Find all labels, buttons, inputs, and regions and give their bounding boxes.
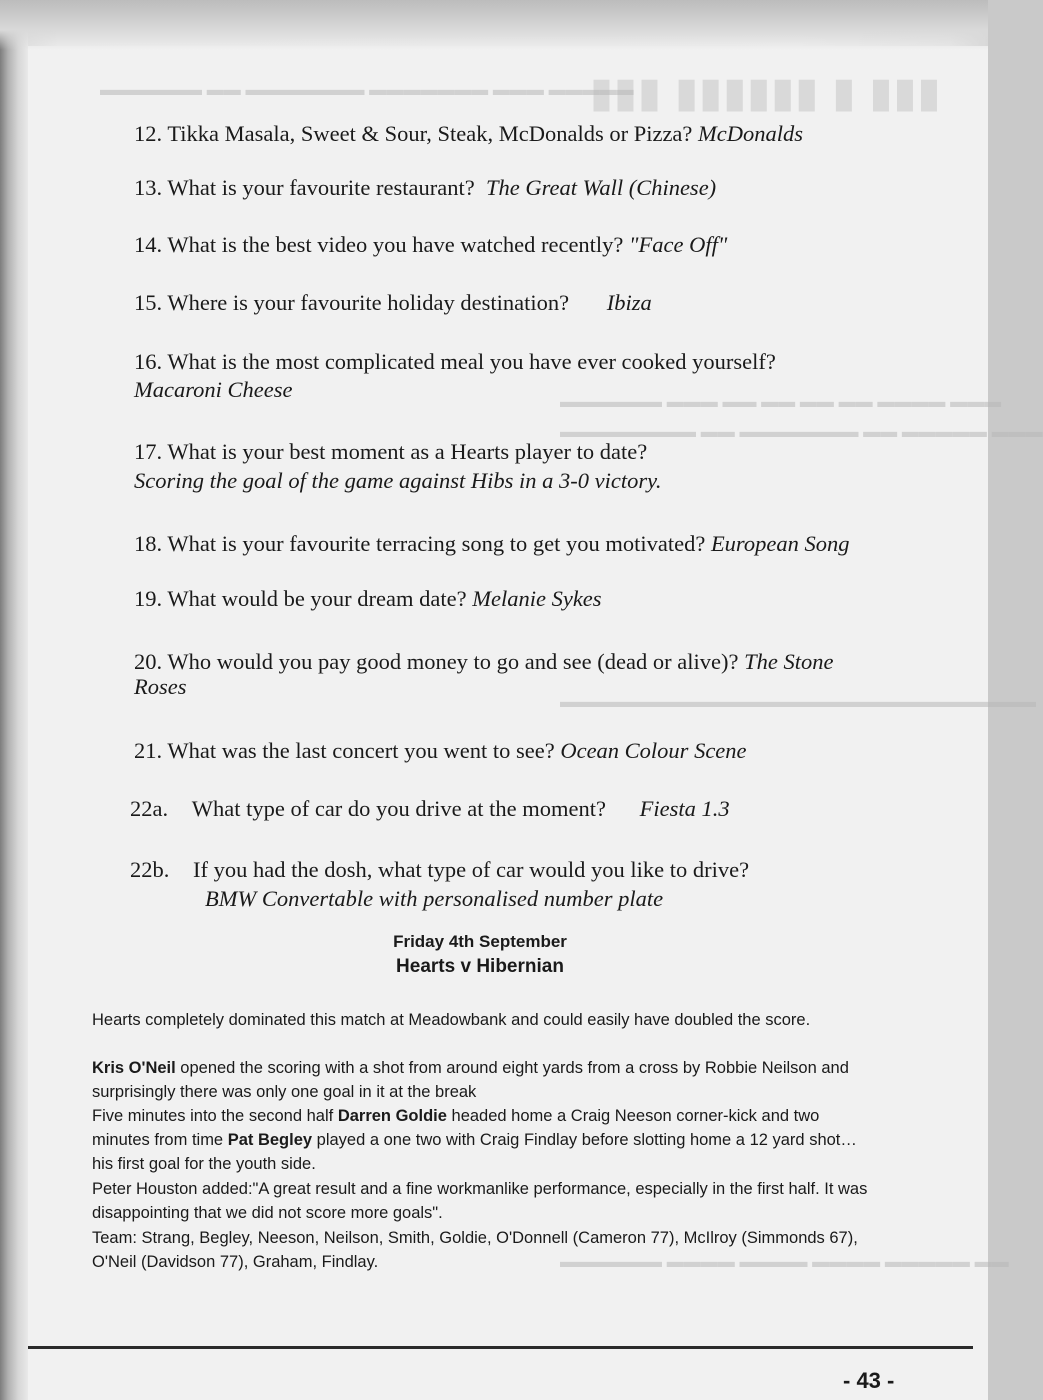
match-date: Friday 4th September: [393, 932, 567, 951]
question-17: [134, 438, 647, 466]
answer-16: [134, 376, 293, 404]
answer-text: McDonalds: [698, 121, 804, 146]
report-text: played a one two with Craig Findlay before slotting home a 12 yard shot…his first goal for the youth side.: [92, 1131, 857, 1173]
footer-rule: [28, 1346, 973, 1349]
answer-text: Macaroni Cheese: [134, 377, 293, 402]
answer-text: European Song: [710, 531, 850, 556]
question-22b: [130, 856, 749, 884]
answer-text: Scoring the goal of the game against Hibs in a 3-0 victory.: [134, 468, 662, 493]
answer-text: The Stone: [744, 649, 834, 674]
answer-20-cont: [134, 673, 187, 701]
scorer-name: Kris O'Neil: [92, 1059, 176, 1077]
question-text: 18. What is your favourite terracing song to get you motivated?: [134, 531, 706, 556]
report-paragraph-1: Hearts completely dominated this match at Meadowbank and could easily have doubled the score.: [92, 1011, 811, 1029]
question-text: 15. Where is your favourite holiday destination?: [134, 290, 570, 315]
team-lineup: Team: Strang, Begley, Neeson, Neilson, Smith, Goldie, O'Donnell (Cameron 77), McIlroy (Simmonds 67), O'Neil (Davidson 77), Graham, Findlay.: [92, 1229, 858, 1271]
question-12: [134, 120, 803, 148]
answer-text: "Face Off": [629, 232, 728, 257]
answer-17: [134, 467, 661, 495]
question-13: [134, 174, 716, 202]
question-21: [134, 737, 747, 765]
bleed-through-title: ▮▮▮ ▮ ▮▮▮▮▮▮ ▮▮▮: [588, 71, 940, 115]
report-text: headed home a Craig Neeson corner-kick and two minutes from time: [92, 1107, 820, 1149]
question-text: What type of car do you drive at the moment?: [191, 796, 606, 821]
bleed-through-text: ▬▬▬▬▬ ▬▬▬ ▬▬▬▬▬▬▬ ▬▬▬▬▬▬▬ ▬▬ ▬▬▬▬▬▬: [100, 80, 634, 99]
answer-text: Roses: [134, 674, 187, 699]
question-text: 13. What is your favourite restaurant?: [134, 175, 475, 200]
question-18: [134, 530, 849, 558]
match-fixture: Hearts v Hibernian: [396, 956, 564, 977]
question-19: [134, 585, 602, 613]
question-text: If you had the dosh, what type of car would you like to drive?: [193, 857, 750, 882]
answer-text: Ibiza: [606, 290, 652, 315]
question-15: [134, 289, 652, 317]
top-shadow: [0, 0, 988, 50]
bleed-through-text: ▬▬▬ ▬▬▬▬▬ ▬▬ ▬▬▬▬▬▬▬ ▬▬ ▬▬▬▬▬▬▬▬: [560, 422, 1043, 441]
scorer-name: Pat Begley: [227, 1131, 313, 1149]
book-binding: [0, 0, 28, 1400]
answer-text: Fiesta 1.3: [639, 796, 730, 821]
scorer-name: Darren Goldie: [337, 1107, 447, 1125]
question-text: 14. What is the best video you have watched recently?: [134, 232, 624, 257]
bleed-through-text: ▬▬ ▬▬▬▬▬ ▬▬▬▬ ▬▬▬▬ ▬▬▬▬ ▬▬▬▬▬▬: [560, 1252, 1009, 1271]
question-text: 21. What was the last concert you went to see?: [134, 738, 555, 763]
answer-22b: [205, 885, 663, 913]
question-22a: [130, 795, 730, 823]
report-text: Five minutes into the second half: [92, 1107, 338, 1125]
page-number: - 43 -: [843, 1368, 895, 1393]
report-paragraph-4: Peter Houston added:"A great result and a fine workmanlike performance, especially in the first half. It was disappointing that we did not score more goals".: [92, 1180, 868, 1222]
answer-text: Melanie Sykes: [472, 586, 602, 611]
answer-text: BMW Convertable with personalised number plate: [205, 886, 664, 911]
question-text: 20. Who would you pay good money to go and see (dead or alive)?: [134, 649, 739, 674]
report-paragraph-2: [92, 1056, 872, 1104]
question-16: [134, 348, 776, 376]
question-20: [134, 648, 833, 676]
report-text: opened the scoring with a shot from around eight yards from a cross by Robbie Neilson and surprisingly there was only one goal in it at the break: [92, 1059, 849, 1101]
answer-text: The Great Wall (Chinese): [485, 175, 717, 200]
bleed-through-text: ▬▬▬ ▬▬▬▬ ▬▬ ▬▬ ▬▬ ▬▬ ▬▬▬ ▬▬▬▬▬▬: [560, 392, 1002, 411]
bleed-through-text: ▬▬▬▬▬▬▬▬▬▬▬▬▬▬▬▬▬▬▬▬▬▬▬▬▬▬▬▬: [560, 692, 1036, 711]
question-text: 12. Tikka Masala, Sweet & Sour, Steak, McDonalds or Pizza?: [134, 121, 693, 146]
question-text: 19. What would be your dream date?: [134, 586, 467, 611]
question-text: 16. What is the most complicated meal you have ever cooked yourself?: [134, 349, 776, 374]
question-14: [134, 231, 727, 259]
question-number: 22a.: [130, 796, 169, 821]
report-paragraph-3: [92, 1104, 872, 1176]
answer-text: Ocean Colour Scene: [560, 738, 747, 763]
question-text: 17. What is your best moment as a Hearts player to date?: [134, 439, 648, 464]
question-number: 22b.: [130, 857, 170, 882]
